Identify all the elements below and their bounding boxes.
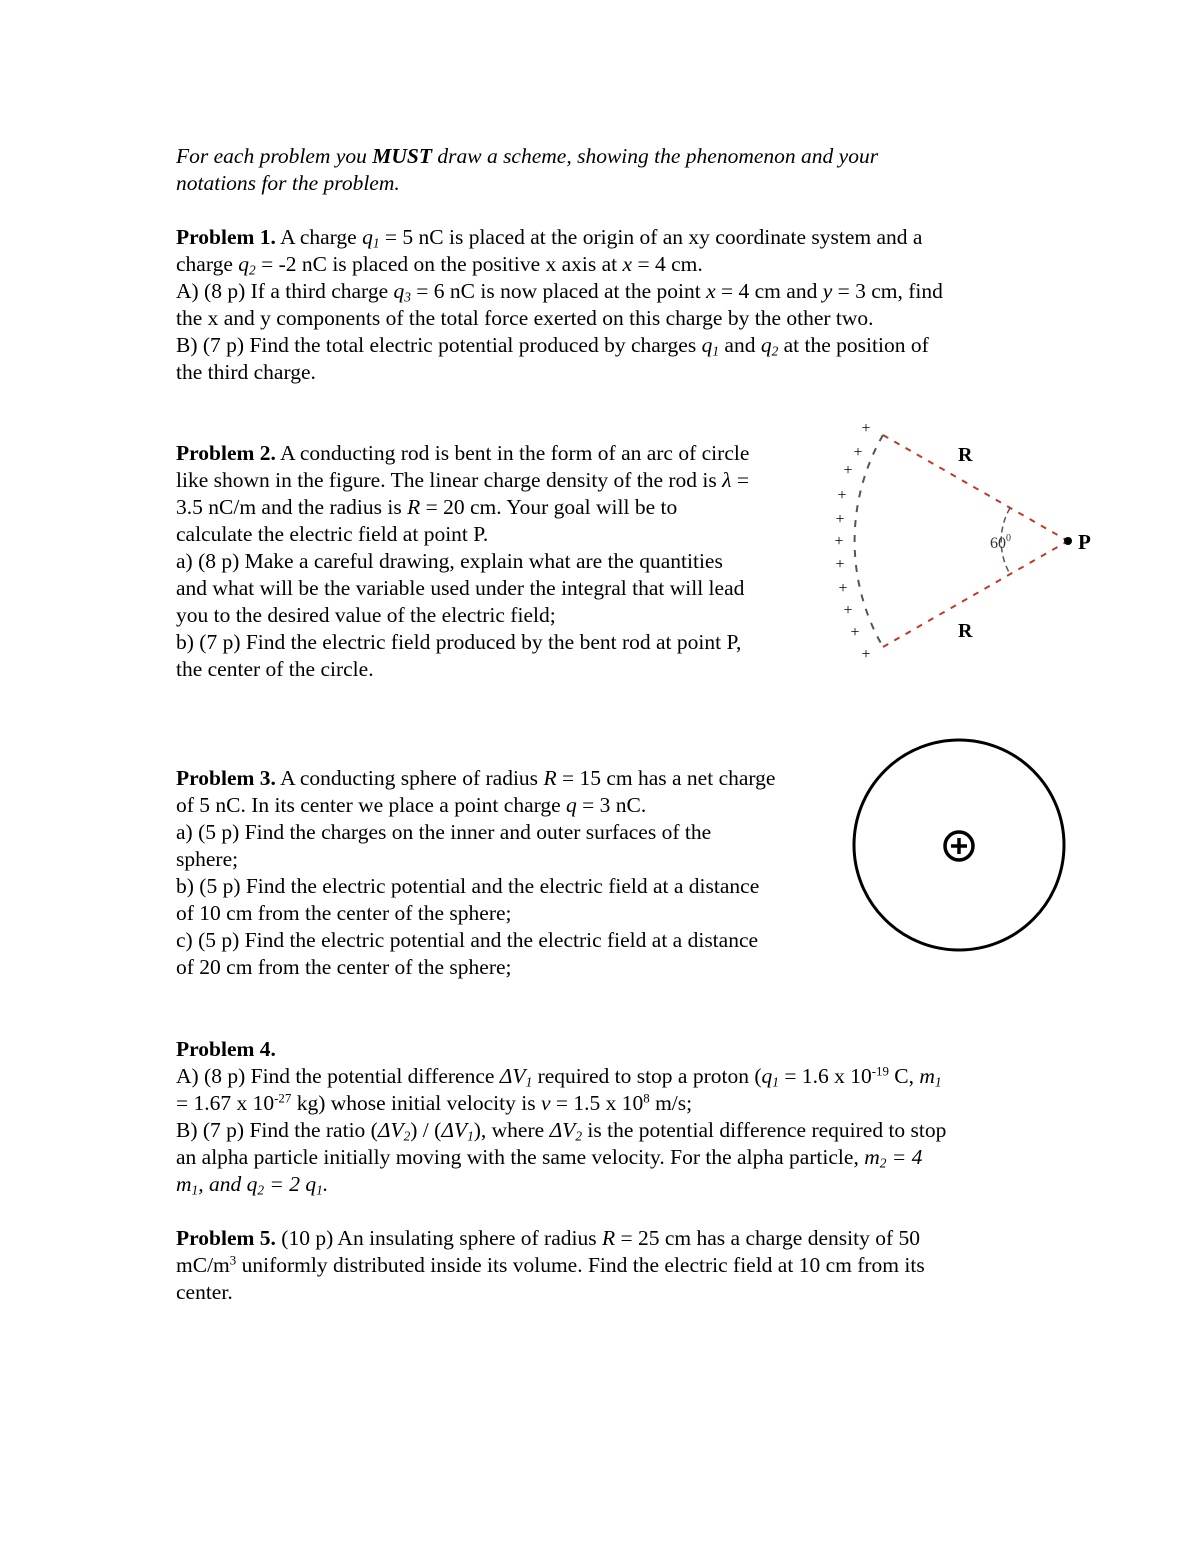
problem-1-part-b: B) (7 p) Find the total electric potential produced by charges $q_1$ and $q_2$ at the position of (176, 333, 929, 359)
problem-2-line: you to the desired value of the electric field; (176, 603, 556, 627)
plus-charge: + (835, 556, 845, 573)
plus-charge: + (838, 580, 848, 597)
problem-2-title: Problem 2. (176, 441, 276, 465)
problem-2-line: and what will be the variable used under the integral that will lead (176, 576, 745, 600)
problem-5 (176, 1225, 925, 1306)
problem-5-line: Problem 5. (10 p) An insulating sphere of radius R = 25 cm has a charge density of 50 (176, 1226, 920, 1250)
problem-2 (176, 440, 749, 683)
radius-line-top (883, 435, 1068, 541)
problem-2-line: calculate the electric field at point P. (176, 522, 489, 546)
problem-4-line: = 1.67 x $10^{-27}$ kg) whose initial velocity is v = 1.5 x $10^8$ m/s; (176, 1091, 693, 1115)
problem-1-part-a: A) (8 p) If a third charge $q_3 = 6$ nC is now placed at the point x = 4 cm and y = 3 cm, find (176, 279, 943, 305)
problem-1-line: the x and y components of the total force exerted on this charge by the other two. (176, 306, 874, 330)
instructions-line-1: For each problem you MUST draw a scheme, showing the phenomenon and your (176, 144, 879, 168)
problem-4-title-line (176, 1036, 946, 1063)
instructions (176, 143, 878, 197)
problem-3 (176, 765, 775, 981)
problem-2-part-b: b) (7 p) Find the electric field produced by the bent rod at point P, (176, 630, 742, 654)
plus-charge: + (861, 420, 871, 437)
plus-charge: + (835, 511, 845, 528)
problem-3-part-c: c) (5 p) Find the electric potential and the electric field at a distance (176, 928, 759, 952)
problem-3-title: Problem 3. (176, 766, 276, 790)
problem-3-line: of 20 cm from the center of the sphere; (176, 955, 512, 979)
problem-1-title: Problem 1. (176, 225, 276, 249)
point-p-dot (1064, 537, 1072, 545)
problem-4-part-b: B) (7 p) Find the ratio $(\Delta V_2) / (\Delta V_1)$, where $\Delta V_2$ is the potential difference required to stop (176, 1118, 947, 1144)
plus-charge: + (861, 646, 871, 663)
radius-line-bottom (883, 541, 1068, 647)
problem-2-part-a: a) (8 p) Make a careful drawing, explain what are the quantities (176, 549, 723, 573)
plus-charge: + (843, 602, 853, 619)
problem-3-line: Problem 3. A conducting sphere of radius R = 15 cm has a net charge (176, 766, 776, 790)
problem-1 (176, 224, 943, 386)
plus-charge: + (834, 533, 844, 550)
problem-1-line: the third charge. (176, 360, 316, 384)
problem-2-line: the center of the circle. (176, 657, 374, 681)
problem-1-line: charge $q_2 = -2$ nC is placed on the positive x axis at x = 4 cm. (176, 252, 703, 278)
charged-arc (855, 435, 883, 647)
point-charge-icon (945, 832, 973, 860)
problem-2-line: like shown in the figure. The linear charge density of the rod is λ = (176, 468, 749, 492)
arc-figure (820, 415, 1110, 665)
plus-charges (834, 420, 870, 663)
problem-2-line: Problem 2. A conducting rod is bent in the form of an arc of circle (176, 441, 750, 465)
problem-1-line: Problem 1. A charge $q_1 = 5$ nC is placed at the origin of an xy coordinate system and a (176, 225, 923, 251)
problem-4-line: an alpha particle initially moving with the same velocity. For the alpha particle, $m_2 = 4$ (176, 1145, 923, 1171)
instructions-line-2: notations for the problem. (176, 171, 400, 195)
problem-4-line: $m_1$, and $q_2 = 2$ $q_1$. (176, 1172, 329, 1198)
problem-2-line: 3.5 nC/m and the radius is R = 20 cm. Your goal will be to (176, 495, 678, 519)
plus-charge: + (837, 487, 847, 504)
problem-4 (176, 1036, 946, 1198)
problem-4-part-a: A) (8 p) Find the potential difference $\Delta V_1$ required to stop a proton ($q_1 = 1.6$ x $10^{-19}$ C, $m_1$ (176, 1064, 942, 1090)
problem-3-line: of 5 nC. In its center we place a point charge q = 3 nC. (176, 793, 647, 817)
problem-5-line: $mC/m^3$ uniformly distributed inside its volume. Find the electric field at 10 cm from its (176, 1253, 925, 1277)
problem-5-title: Problem 5. (176, 1226, 276, 1250)
label-R-bottom: R (958, 620, 973, 642)
plus-charge: + (853, 444, 863, 461)
label-R-top: R (958, 444, 973, 466)
point-p-label: P (1078, 530, 1091, 554)
problem-5-line: center. (176, 1280, 233, 1304)
sphere-figure (850, 737, 1070, 953)
problem-4-title: Problem 4. (176, 1037, 276, 1061)
problem-3-line: of 10 cm from the center of the sphere; (176, 901, 512, 925)
plus-charge: + (843, 462, 853, 479)
problem-3-line: sphere; (176, 847, 239, 871)
angle-label: $60^0$ (990, 533, 1011, 552)
problem-3-part-a: a) (5 p) Find the charges on the inner and outer surfaces of the (176, 820, 712, 844)
problem-3-part-b: b) (5 p) Find the electric potential and the electric field at a distance (176, 874, 760, 898)
plus-charge: + (850, 624, 860, 641)
